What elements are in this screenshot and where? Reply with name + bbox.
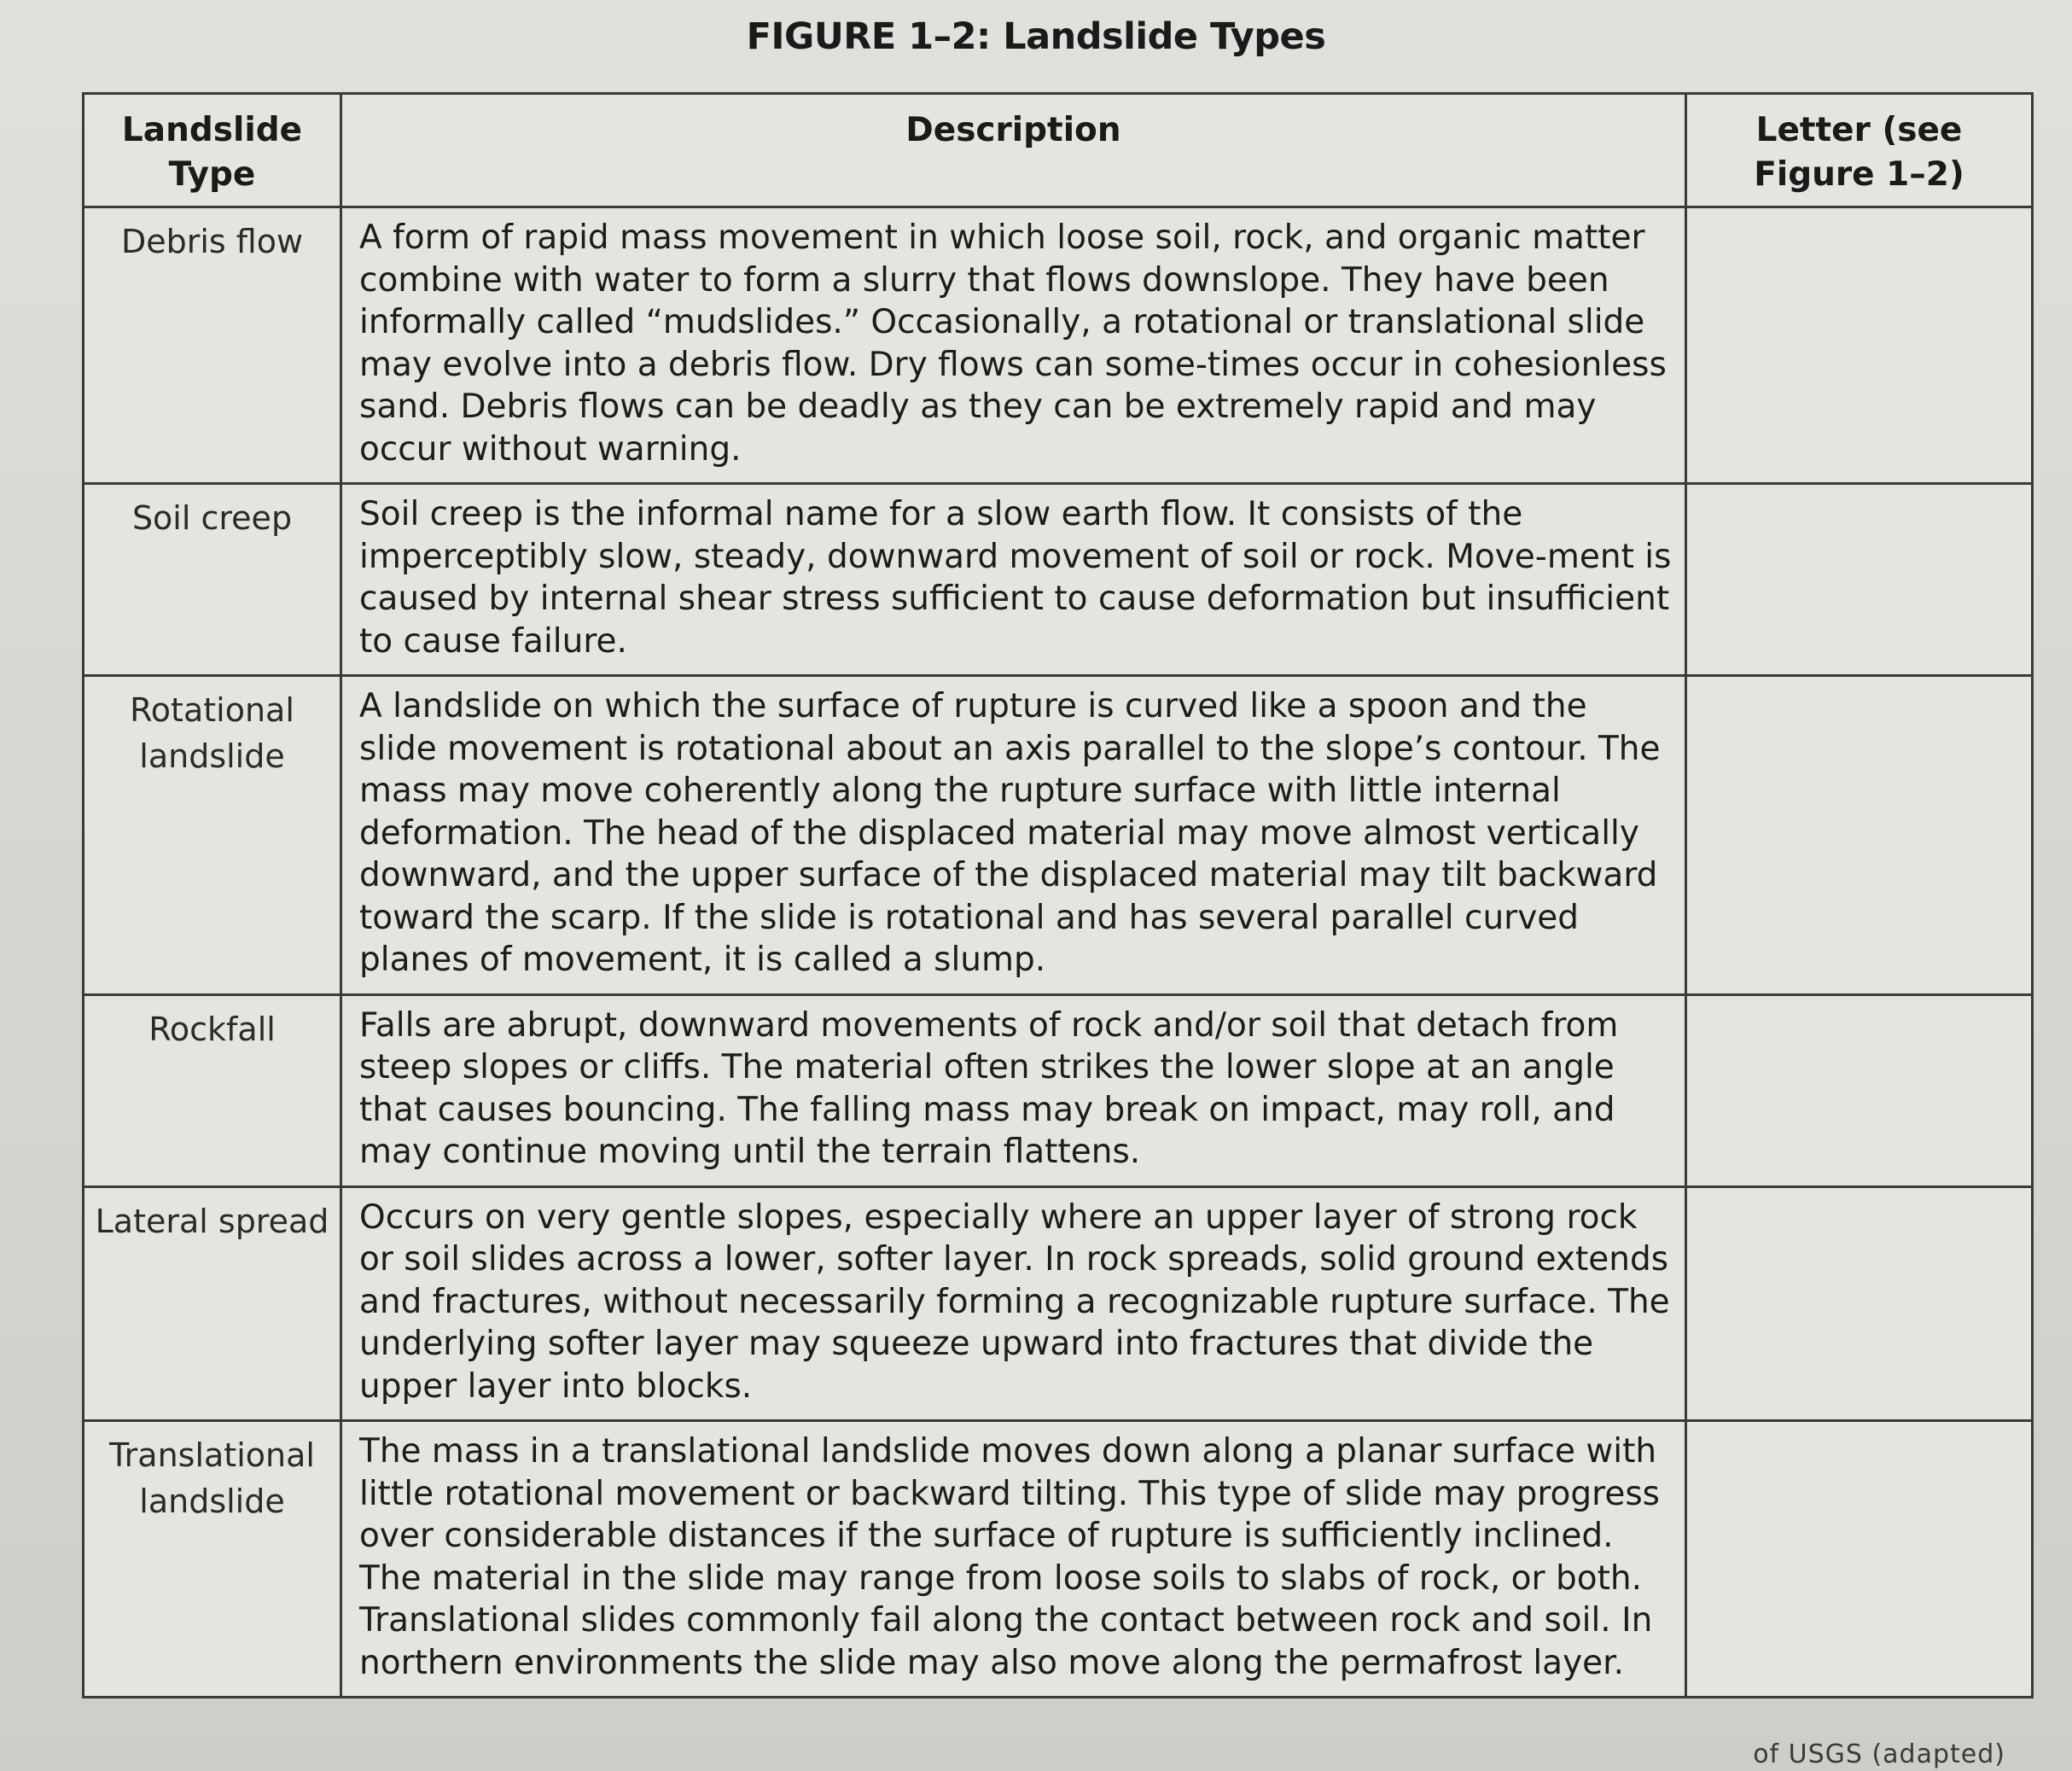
description-cell: A form of rapid mass movement in which loose soil, rock, and organic matter combine with water to form a slurry that flows downslope. They have been informally called “mudslides.” Occasionally, a rotational or translational slide may evolve into a debris flow. Dry flows can some-times occur in cohesionless sand. Debris flows can be deadly as they can be extremely rapid and may occur without warning. <box>341 207 1686 484</box>
letter-answer-cell[interactable] <box>1686 994 2033 1186</box>
table-row <box>84 1186 2033 1421</box>
description-cell: A landslide on which the surface of rupture is curved like a spoon and the slide movement is rotational about an axis parallel to the slope’s contour. The mass may move coherently along the rupture surface with little internal deformation. The head of the displaced material may move almost vertically downward, and the upper surface of the displaced material may tilt backward toward the scarp. If the slide is rotational and has several parallel curved planes of movement, it is called a slump. <box>341 676 1686 995</box>
figure-title: FIGURE 1–2: Landslide Types <box>746 15 1326 58</box>
landslide-types-table <box>82 92 2034 1698</box>
letter-answer-cell[interactable] <box>1686 484 2033 676</box>
description-cell: Soil creep is the informal name for a slow earth flow. It consists of the imperceptibly slow, steady, downward movement of soil or rock. Move-ment is caused by internal shear stress sufficient to cause deformation but insufficient to cause failure. <box>341 484 1686 676</box>
landslide-type-cell: Soil creep <box>84 484 341 676</box>
table-row <box>84 484 2033 676</box>
table-row <box>84 1421 2033 1698</box>
letter-answer-cell[interactable] <box>1686 207 2033 484</box>
landslide-type-cell: Rotational landslide <box>84 676 341 995</box>
landslide-type-cell: Lateral spread <box>84 1186 341 1421</box>
header-letter: Letter (see Figure 1–2) <box>1686 94 2033 207</box>
landslide-type-cell: Translational landslide <box>84 1421 341 1698</box>
letter-answer-cell[interactable] <box>1686 676 2033 995</box>
source-credit: of USGS (adapted) <box>1753 1739 2005 1769</box>
landslide-type-cell: Debris flow <box>84 207 341 484</box>
letter-answer-cell[interactable] <box>1686 1186 2033 1421</box>
header-description: Description <box>341 94 1686 207</box>
table-row <box>84 994 2033 1186</box>
letter-answer-cell[interactable] <box>1686 1421 2033 1698</box>
table-row <box>84 676 2033 995</box>
description-cell: Falls are abrupt, downward movements of rock and/or soil that detach from steep slopes or cliffs. The material often strikes the lower slope at an angle that causes bouncing. The falling mass may break on impact, may roll, and may continue moving until the terrain flattens. <box>341 994 1686 1186</box>
table-header-row <box>84 94 2033 207</box>
header-landslide-type: Landslide Type <box>84 94 341 207</box>
landslide-type-cell: Rockfall <box>84 994 341 1186</box>
description-cell: The mass in a translational landslide moves down along a planar surface with little rotational movement or backward tilting. This type of slide may progress over considerable distances if the surface of rupture is sufficiently inclined. The material in the slide may range from loose soils to slabs of rock, or both. Translational slides commonly fail along the contact between rock and soil. In northern environments the slide may also move along the permafrost layer. <box>341 1421 1686 1698</box>
description-cell: Occurs on very gentle slopes, especially where an upper layer of strong rock or soil slides across a lower, softer layer. In rock spreads, solid ground extends and fractures, without necessarily forming a recognizable rupture surface. The underlying softer layer may squeeze upward into fractures that divide the upper layer into blocks. <box>341 1186 1686 1421</box>
table-row <box>84 207 2033 484</box>
